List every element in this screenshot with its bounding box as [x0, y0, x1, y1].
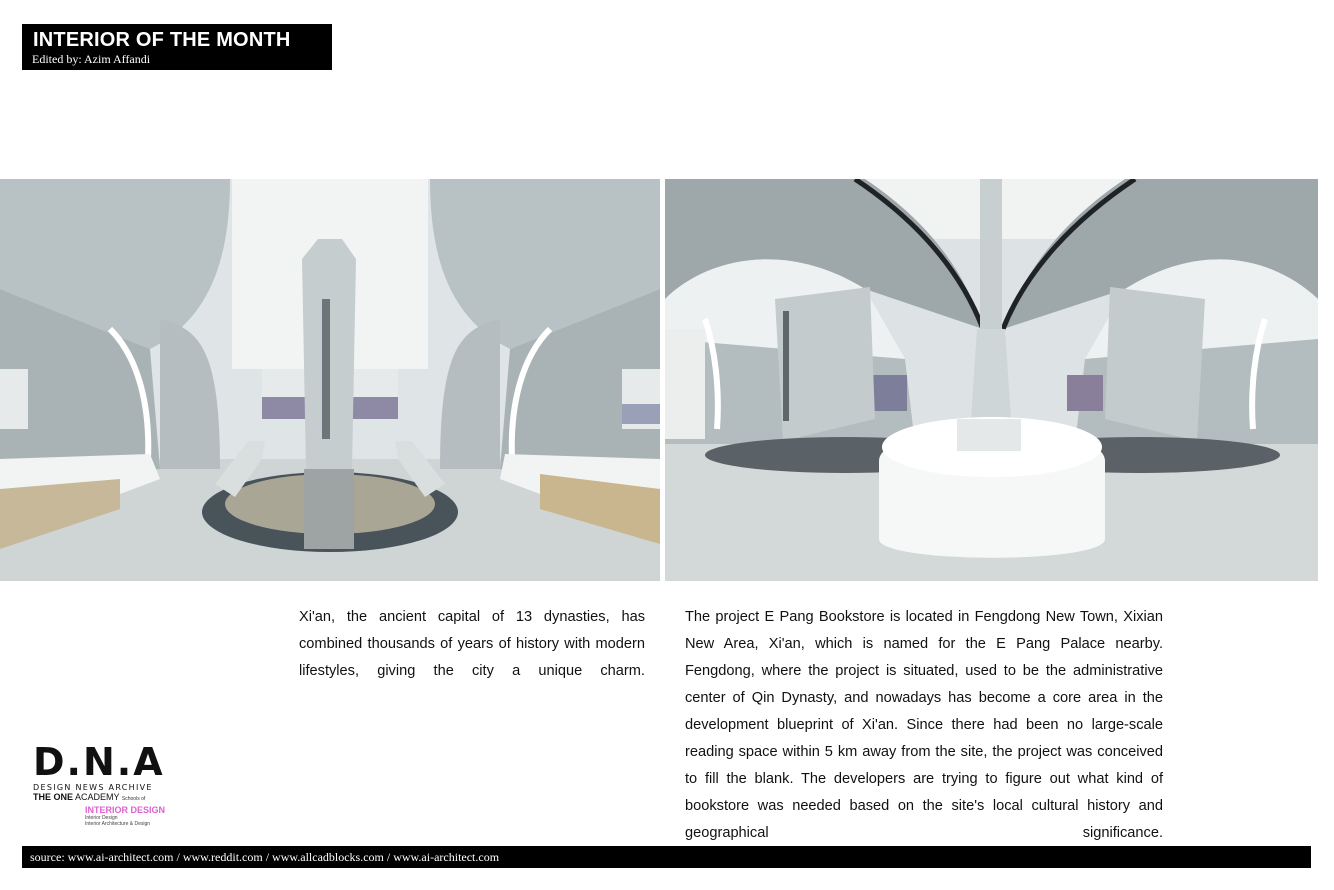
- academy-rest: ACADEMY: [75, 792, 120, 802]
- source-footer: [22, 846, 1311, 868]
- bookstore-interior-left-illustration: [0, 179, 660, 581]
- program-line-1: Interior Design: [85, 815, 118, 821]
- logo-subtitle: DESIGN NEWS ARCHIVE: [33, 783, 153, 792]
- photo-left: [0, 179, 660, 581]
- academy-school: Schools of: [121, 796, 146, 802]
- photo-right: [665, 179, 1318, 581]
- intro-paragraph: Xi'an, the ancient capital of 13 dynasties, has combined thousands of years of history with modern lifestyles, giving the city a unique charm.: [299, 609, 645, 679]
- academy-name: THE ONE: [33, 792, 74, 802]
- program-line-2: Interior Architecture & Design: [85, 821, 151, 827]
- academy-line: [33, 792, 183, 805]
- program-name: INTERIOR DESIGN: [85, 805, 166, 815]
- editor-credit: Edited by: Azim Affandi: [32, 52, 151, 66]
- bookstore-interior-right-illustration: [665, 179, 1318, 581]
- page-title: INTERIOR OF THE MONTH: [33, 29, 291, 51]
- project-paragraph: The project E Pang Bookstore is located in Fengdong New Town, Xixian New Area, Xi'an, which is named for the E Pang Palace nearby. Fengdong, where the project is situated, used to be the administrative center of Qin Dynasty, and nowadays has become a core area in the development blueprint of Xi'an. Since there had been no large-scale reading space within 5 km away from the site, the project was conceived to fill the blank. The developers are trying to figure out what kind of bookstore was needed based on the site's local cultural history and geographical significance.: [685, 609, 1163, 841]
- logo-wordmark: D.N.A: [33, 740, 165, 784]
- header-banner: [22, 24, 332, 70]
- dna-logo: [33, 742, 183, 834]
- source-credits: source: www.ai-architect.com / www.reddit.com / www.allcadblocks.com / www.ai-architect.com: [30, 850, 500, 864]
